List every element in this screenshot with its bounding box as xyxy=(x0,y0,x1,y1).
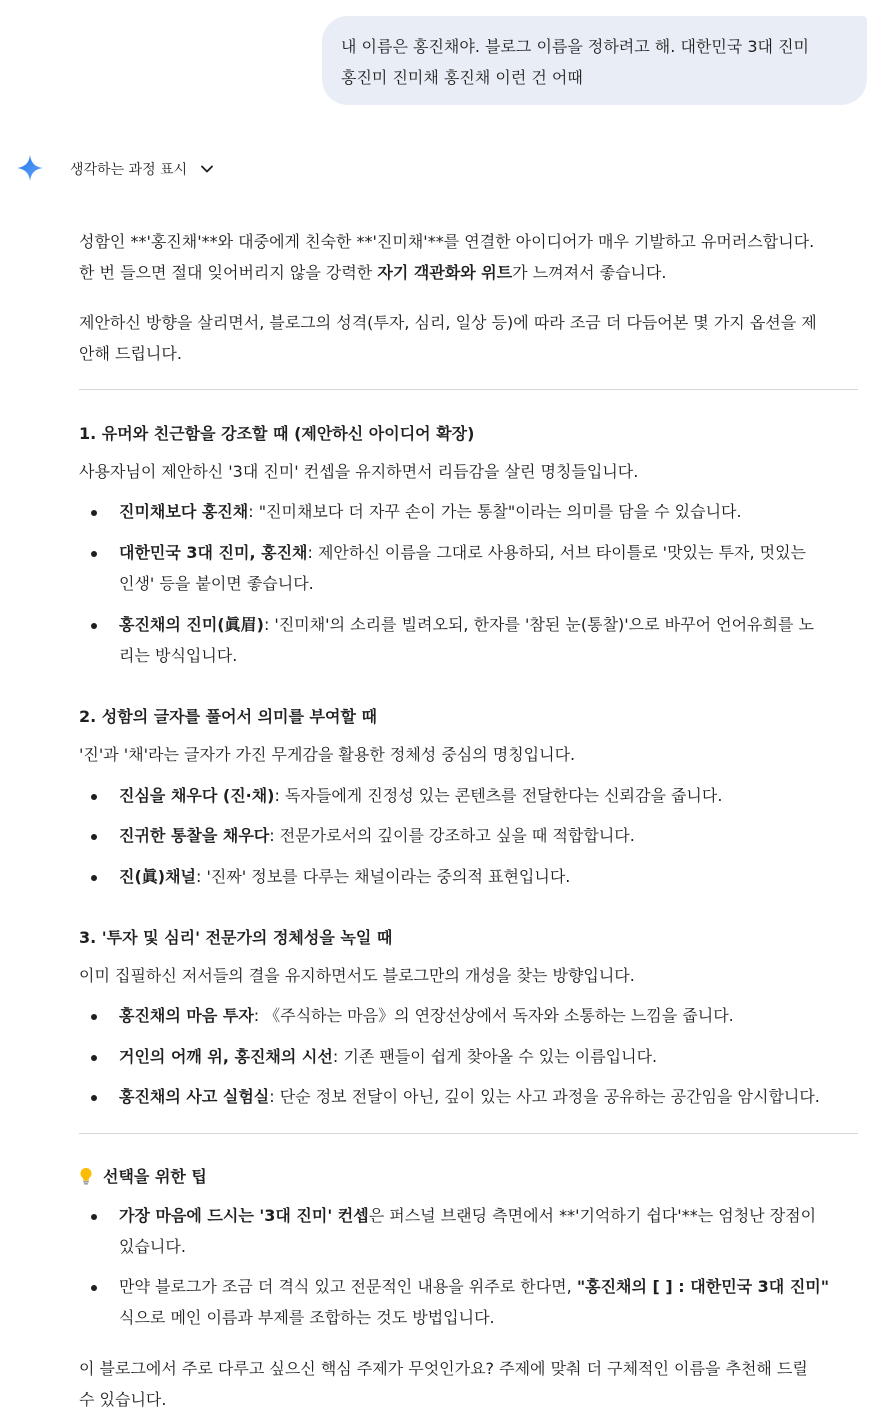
intro2-line: 안해 드립니다. xyxy=(79,344,182,363)
tips-heading: 선택을 위한 팁 xyxy=(79,1165,207,1189)
closing-line: 수 있습니다. xyxy=(79,1390,167,1409)
bullet-dot xyxy=(91,551,97,557)
section-1-heading: 1. 유머와 친근함을 강조할 때 (제안하신 아이디어 확장) xyxy=(79,424,475,443)
bullet-dot xyxy=(91,510,97,516)
list-item: 진귀한 통찰을 채우다: 전문가로서의 깊이를 강조하고 싶을 때 적합합니다. xyxy=(119,826,635,845)
bullet-dot xyxy=(91,834,97,840)
list-item: 가장 마음에 드시는 '3대 진미' 컨셉은 퍼스널 브랜딩 측면에서 **'기억하기 쉽다'**는 엄청난 장점이 xyxy=(119,1206,817,1225)
user-message-line: 내 이름은 홍진채야. 블로그 이름을 정하려고 해. 대한민국 3대 진미 xyxy=(341,37,809,56)
show-thinking-label: 생각하는 과정 표시 xyxy=(70,162,188,178)
list-item: 진(眞)채널: '진짜' 정보를 다루는 채널이라는 중의적 표현입니다. xyxy=(119,867,571,886)
list-item: 홍진채의 마음 투자: 《주식하는 마음》의 연장선상에서 독자와 소통하는 느낌을 줍니다. xyxy=(119,1006,734,1025)
section-divider xyxy=(79,389,858,390)
list-item-continuation: 리는 방식입니다. xyxy=(119,646,238,665)
closing-line: 이 블로그에서 주로 다루고 싶으신 핵심 주제가 무엇인가요? 주제에 맞춰 더 구체적인 이름을 추천해 드릴 xyxy=(79,1359,808,1378)
section-2-heading: 2. 성함의 글자를 풀어서 의미를 부여할 때 xyxy=(79,707,377,726)
bullet-dot xyxy=(91,1285,97,1291)
list-item: 진미채보다 홍진채: "진미채보다 더 자꾸 손이 가는 통찰"이라는 의미를 담을 수 있습니다. xyxy=(119,502,742,521)
bullet-dot xyxy=(91,875,97,881)
intro-line: 한 번 들으면 절대 잊어버리지 않을 강력한 자기 객관화와 위트가 느껴져서 좋습니다. xyxy=(79,263,667,282)
bullet-dot xyxy=(91,1014,97,1020)
user-message-bubble xyxy=(322,16,867,105)
section-1-description: 사용자님이 제안하신 '3대 진미' 컨셉을 유지하면서 리듬감을 살린 명칭들입니다. xyxy=(79,462,639,481)
list-item: 거인의 어깨 위, 홍진채의 시선: 기존 팬들이 쉽게 찾아올 수 있는 이름입니다. xyxy=(119,1047,658,1066)
bullet-dot xyxy=(91,1095,97,1101)
gemini-sparkle-icon xyxy=(16,154,44,182)
list-item: 만약 블로그가 조금 더 격식 있고 전문적인 내용을 위주로 한다면, "홍진채의 [ ] : 대한민국 3대 진미" xyxy=(119,1277,830,1296)
intro-line: 성함인 **'홍진채'**와 대중에게 친숙한 **'진미채'**를 연결한 아이디어가 매우 기발하고 유머러스합니다. xyxy=(79,232,815,251)
chevron-down-icon xyxy=(200,162,214,176)
list-item-continuation: 있습니다. xyxy=(119,1237,186,1256)
bullet-dot xyxy=(91,794,97,800)
list-item-continuation: 인생' 등을 붙이면 좋습니다. xyxy=(119,574,314,593)
lightbulb-icon xyxy=(79,1167,93,1185)
bullet-dot xyxy=(91,1055,97,1061)
list-item: 진심을 채우다 (진·채): 독자들에게 진정성 있는 콘텐츠를 전달한다는 신뢰감을 줍니다. xyxy=(119,786,723,805)
section-divider xyxy=(79,1133,858,1134)
user-message-line: 홍진미 진미채 홍진채 이런 건 어때 xyxy=(341,68,583,87)
list-item: 홍진채의 사고 실험실: 단순 정보 전달이 아닌, 깊이 있는 사고 과정을 공유하는 공간임을 암시합니다. xyxy=(119,1087,820,1106)
intro2-line: 제안하신 방향을 살리면서, 블로그의 성격(투자, 심리, 일상 등)에 따라 조금 더 다듬어본 몇 가지 옵션을 제 xyxy=(79,313,817,332)
list-item: 대한민국 3대 진미, 홍진채: 제안하신 이름을 그대로 사용하되, 서브 타이틀로 '맛있는 투자, 멋있는 xyxy=(119,543,806,562)
list-item-continuation: 식으로 메인 이름과 부제를 조합하는 것도 방법입니다. xyxy=(119,1308,495,1327)
section-3-heading: 3. '투자 및 심리' 전문가의 정체성을 녹일 때 xyxy=(79,928,393,947)
section-2-description: '진'과 '채'라는 글자가 가진 무게감을 활용한 정체성 중심의 명칭입니다. xyxy=(79,745,576,764)
bullet-dot xyxy=(91,1214,97,1220)
show-thinking-toggle[interactable] xyxy=(70,156,214,182)
bullet-dot xyxy=(91,623,97,629)
list-item: 홍진채의 진미(眞眉): '진미채'의 소리를 빌려오되, 한자를 '참된 눈(통찰)'으로 바꾸어 언어유희를 노 xyxy=(119,615,814,634)
section-3-description: 이미 집필하신 저서들의 결을 유지하면서도 블로그만의 개성을 찾는 방향입니다. xyxy=(79,966,635,985)
